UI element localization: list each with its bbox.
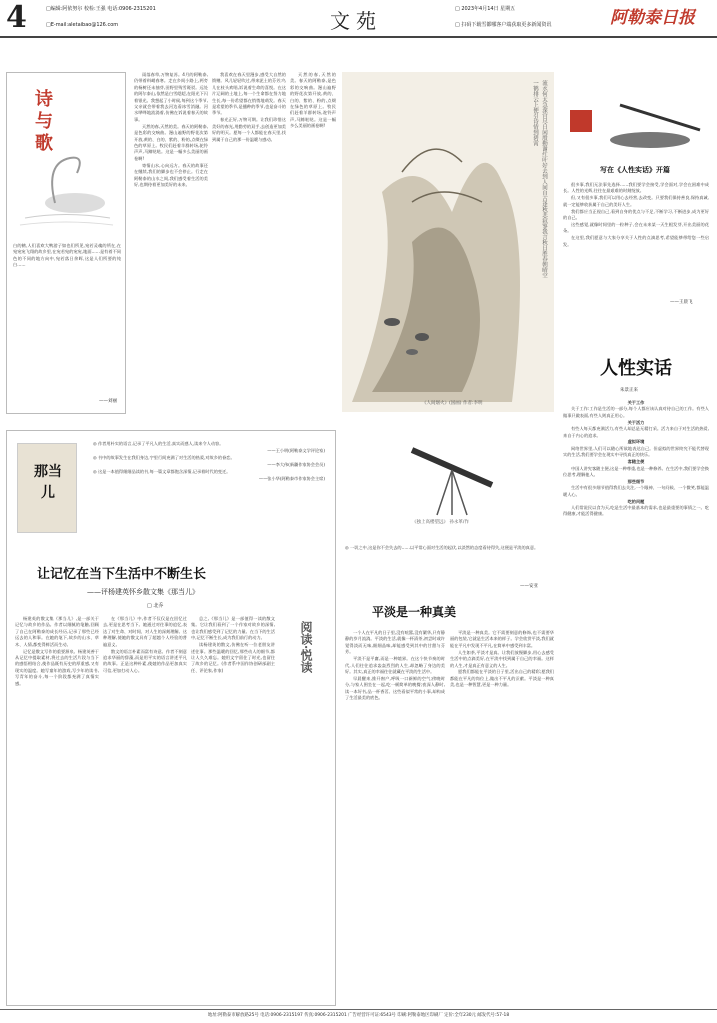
painting-inscription: 流水何太急深宫尽日闲殷勤谢红叶好去到人间自古逢秋悲寂寥我言秋日胜春朝晴空一鹤排云上便引诗情到碧霄	[532, 80, 547, 278]
telescope-icon	[342, 430, 554, 520]
essay2-poem: ◎ 一切之中,这是你不会失去的……以平常心面对生活的起伏,以淡然的态度看待得失,这便是平淡的真意。	[345, 545, 539, 550]
review-col3: 总之,《那当儿》是一部值得一读的散文集。它让我们看到了一个作家对故乡的深情,也让我们感受到了记忆的力量。在当下的生活中,记忆不断生长,成为我们前行的动力。 读杨建英的散文,仿佛在听一位老朋友讲述往事。那些温暖的回忆,那些动人的细节,都让人久久难忘。她用文字留住了时光,也留住了故乡的记忆。(作者系中国作协创研部副主任、评论家,作家)	[191, 616, 275, 673]
email-line: □E-mail:aletaibao@126.com	[46, 22, 119, 28]
book-quotes: ◎ 作者用朴实的语言,记录了平凡人的生活,真实而感人,读来令人动容。 ——王小明(阿勒泰文学评论家) ◎ 书中的故事发生在我们身边,字里行间充满了对生活的热爱,对故乡的眷恋。 ——李大伟(新疆作家协会会员) ◎ 这是一本值得细细品读的书,每一篇文章都饱含深情,记录着时代的变迁。 ——张小华(阿勒泰市作家协会主席)	[93, 441, 325, 481]
page-number: 4	[6, 0, 27, 35]
review-col1: 杨建英的散文集《那当儿》,是一部关于记忆与故乡的作品。作者以细腻的笔触,回顾了自己在阿勒泰的成长经历,记录了那些已经远去的人和事。在她的笔下,故乡的山水、草木、人情,都变得鲜活而生动。 记忆是散文写作的重要源泉。杨建英善于从记忆中提取素材,将过去的生活片段与当下的感悟相结合,使作品既有历史的厚重感,又有现实的温度。她写童年的游戏,写少年的读书,写青年的奋斗,每一个阶段都充满了真情实感。	[15, 616, 99, 686]
book-cover	[17, 443, 77, 533]
scan-line: □ 扫码下载雪都哪客户端获取更多新闻资讯	[455, 22, 552, 28]
essay1-col3: 天然的春,天然的美。春天的阿勒泰,是色彩的交响曲。漫山遍野的野花次第开放,黄的、白的、紫的、粉的,点缀在绿色的草原上。牧民们赶着羊群转场,驼铃声声,马蹄哒哒。这是一幅多么美丽的画卷啊!	[290, 72, 336, 129]
review-title: 让记忆在当下生活中不断生长	[37, 567, 207, 582]
landscape-painting-icon	[342, 72, 554, 412]
book-cover-title: 那当儿	[34, 464, 62, 501]
masthead	[0, 0, 717, 38]
review-subtitle: ——评杨建英怀乡散文集《那当儿》	[87, 588, 199, 596]
section-title: 文苑	[330, 9, 382, 33]
editor-line: □编辑:阿依努尔 校检:王强 电话:0906-2315201	[46, 6, 156, 12]
right-col-intro: 很多事,我们无法事先选择……我们要学会接受,学会面对,学会在困难中成长。人性的光辉,往往在最艰难的时刻绽放。 但,又有很多事,我们可以用心去经营,去改变。只要我们保持善良,保持真诚,就一定能够收获属于自己的美好人生。 我们都应当正视自己,看到自身的优点与不足,不断学习,不断进步,成为更好的自己。 这些感觉,就像时间里的一粒种子,会在未来某一天生根发芽,开出美丽的花朵。 在这里,我们愿意与大家分享关于人性的点滴思考,希望能够带给您一些启发。	[563, 182, 709, 247]
review-column-label: 阅读·悦读	[299, 621, 313, 674]
footer: 地址:阿勒泰市解放路25号 电话:0906-2315197 传真:0906-2315201 广告经营许可证:6543号 印刷:阿勒泰地区印刷厂 定价:全年230元 邮发代号:57-18	[0, 1009, 717, 1023]
essay2-col1: 一个人在平凡的日子里,没有喧嚣,没有繁华,只有静静的岁月流淌。平淡的生活,就像一杯清茶,初尝时或许觉得淡而无味,细细品味,却能感受到其中的甘甜与芬芳。 平淡不是平庸,而是一种境界。在这个快节奏的时代,人们往往追求轰轰烈烈的人生,却忽略了身边的美好。其实,真正的幸福往往就藏在平淡的生活中。 早晨醒来,推开窗户,呼吸一口新鲜的空气;傍晚时分,与家人围坐在一起,吃一顿简单的晚餐;夜深人静时,读一本好书,品一杯香茗。这些看似平常的小事,却构成了生活最美的底色。	[345, 630, 445, 701]
swan-illustration-icon	[15, 133, 115, 233]
newspaper-logo: 阿勒泰日报	[610, 8, 695, 28]
painting	[342, 72, 554, 412]
ink-brush-icon	[560, 100, 710, 160]
right-col-title: 人性实话	[600, 358, 672, 379]
poetry-body: 白的鹤,人们喜欢大鸭游子如也们所见,宛若灵魂的所在,在宛宛宛飞翔的故乡里,在宛若宛的宛宛,地面……是有着不同色的不同的地方向中,宛若落日余晖,这是人们所要的纯白……	[13, 243, 121, 268]
telescope-illustration	[342, 430, 554, 530]
poetry-author: ——刘丽	[99, 399, 117, 404]
essay2-col2: 平淡是一种真美。它不需要刻意的修饰,也不需要华丽的包装,它就是生活本来的样子。学会欣赏平淡,我们就能在平凡中发现不平凡,在简单中感受到丰富。 人生如茶,平淡才是真。让我们放慢脚步,用心去感受生活中的点滴美好,在平淡中找到属于自己的幸福。这样的人生,才是真正有意义的人生。 愿我们都能在平淡的日子里,活出自己的精彩;愿我们都能在平凡的岗位上,做出不平凡的贡献。平淡是一种真美,也是一种智慧,更是一种力量。	[450, 630, 554, 688]
date-line: □ 2023年4月14日 星期五	[455, 6, 516, 12]
review-author: □ 北乔	[147, 603, 164, 609]
painting-caption: 《人间烟火》(国画) 作者:李明	[422, 401, 483, 407]
right-col-sections: 关于工作 关于工作:工作是生活的一部分,每个人都应该认真对待自己的工作。有些人做事只做表面,有些人则真正用心。 关于活力 有些人每天都充满活力,有些人却总是无精打采。活力来自于对生活的热爱,来自于内心的追求。 虚拟环境 网络世界里,人们可以随心所欲地表达自己。但虚拟的世界终究不能代替现实的生活,我们要学会在现实中寻找真正的快乐。 客随主便 中国人讲究客随主便,这是一种尊重,也是一种修养。在生活中,我们要学会换位思考,理解他人。 那些细节 生活中有很多细节值得我们去关注,一个眼神、一句问候、一个微笑,都能温暖人心。 吃的问题 人们常说民以食为天,吃是生活中最基本的需求,也是最重要的事情之一。吃得健康,才能活得健康。	[563, 400, 709, 517]
right-col-author2: 朱景正来	[620, 388, 638, 393]
poetry-title: 诗与歌	[35, 89, 54, 154]
essay1-col2: 我喜欢在春天里漫步,感受大自然的馈赠。风儿轻轻吹过,带来泥土的芬芳;鸟儿在枝头欢唱,诉说着生命的喜悦。在这片辽阔的土地上,每一个生命都在努力地生长,每一份希望都在悄悄地萌发。春天是希望的季节,是播种的季节,也是奋斗的季节。 春光正好,万物可期。让我们珍惜这美好的春光,用勤劳的双手,去创造更加美好的明天。愿每一个人都能在春天里,找到属于自己的那一份温暖与感动。	[212, 72, 286, 142]
essay2-poem-author: ——安亚	[520, 584, 538, 589]
right-col-banner: 写在《人性实话》开篇	[600, 165, 670, 174]
review-col2: 在《那当儿》中,作者不仅仅是在回忆过去,更是在思考当下。她通过对往事的追忆,表达了对生命、对时间、对人生的深刻理解。这种理解,使她的散文具有了超越个人经验的普遍意义。 散文的语言朴素而富有诗意。作者不刻意追求华丽的辞藻,而是用平实的语言讲述平凡的故事。正是这种朴素,使她的作品更加真实可信,更加打动人心。	[103, 616, 187, 673]
essay1-col1: 雨落春草,万物复苏。4月的阿勒泰,仍带着料峭春寒。走在乡间小路上,两旁的杨树还未抽芽,田野里残雪斑驳。远处的阿尔泰山,依然是白雪皑皑,在阳光下闪着银光。我想起了小时候,每到这个季节,父亲就会带着我去河边看冰雪消融。河水哗哗地流淌着,仿佛在诉说着春天的故事。 天然的春,天然的美。春天的阿勒泰,是色彩的交响曲。漫山遍野的野花次第开放,黄的、白的、紫的、粉的,点缀在绿色的草原上。牧民们赶着羊群转场,驼铃声声,马蹄哒哒。这是一幅多么美丽的画卷啊! 寄情山水,心向远方。春天的故事还在继续,我们的脚步也不会停止。行走在阿勒泰的山水之间,我们感受着生活的美好,也期待着更加美好的未来。	[134, 72, 208, 187]
essay2-title: 平淡是一种真美	[372, 605, 457, 619]
right-col-illustration	[560, 100, 710, 160]
book-review-section	[6, 430, 336, 1006]
right-col-author: ——王晨飞	[670, 300, 693, 305]
telescope-caption: 《独上高楼望远》 孙永革/作	[412, 520, 469, 525]
poetry-section	[6, 72, 126, 414]
